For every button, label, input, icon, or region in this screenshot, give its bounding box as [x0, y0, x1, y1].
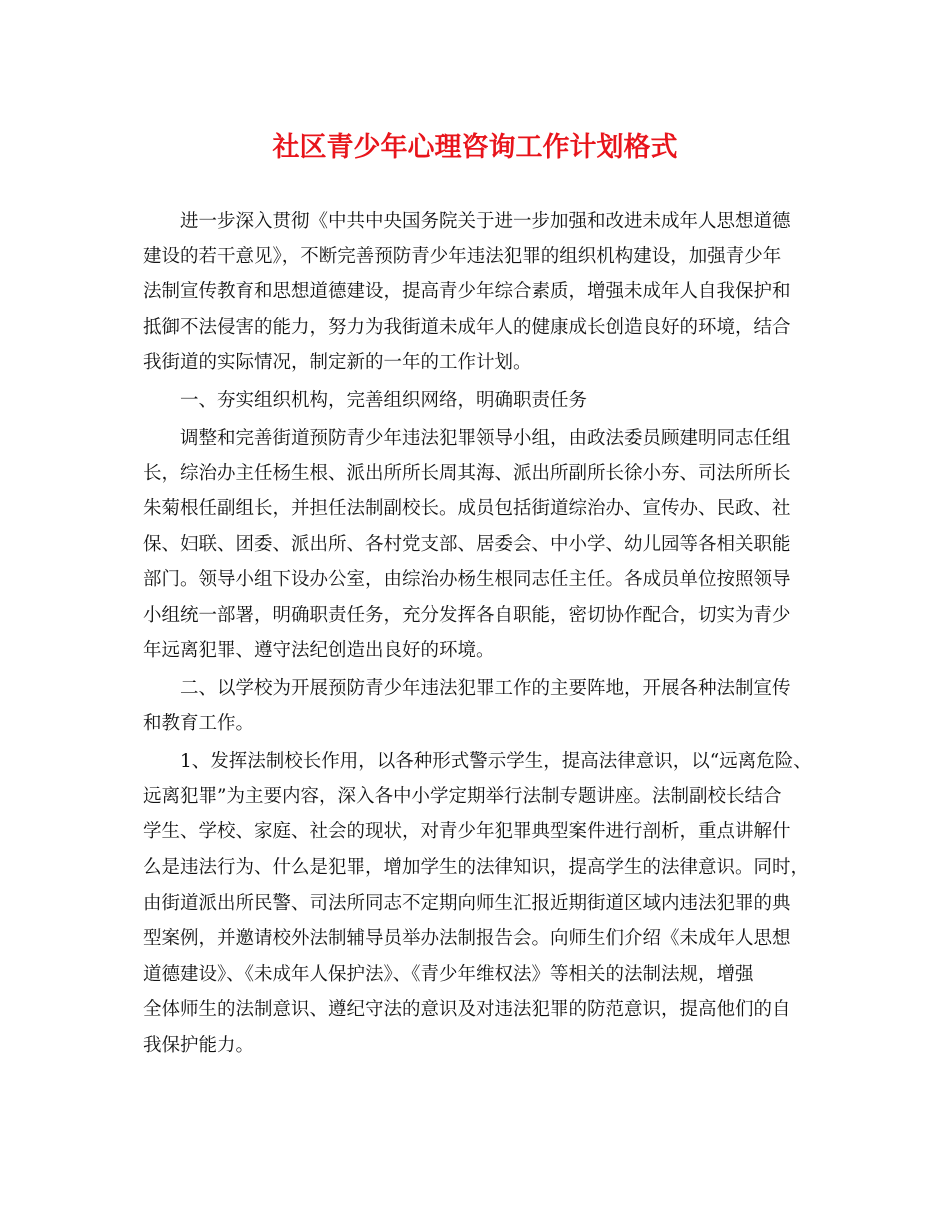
body-line: 长，综治办主任杨生根、派出所所长周其海、派出所副所长徐小夯、司法所所长: [143, 463, 791, 484]
document-title: 社区青少年心理咨询工作计划格式: [272, 132, 678, 163]
section-heading-continued: 和教育工作。: [143, 713, 255, 734]
body-line: 法制宣传教育和思想道德建设，提高青少年综合素质，增强未成年人自我保护和: [143, 281, 791, 302]
section-heading: 一、夯实组织机构，完善组织网络，明确职责任务: [180, 390, 588, 411]
body-line: 建设的若干意见》，不断完善预防青少年违法犯罪的组织机构建设，加强青少年: [143, 246, 782, 267]
body-line: 调整和完善街道预防青少年违法犯罪领导小组，由政法委员顾建明同志任组: [180, 428, 791, 449]
body-line: 年远离犯罪、遵守法纪创造出良好的环境。: [143, 640, 495, 661]
body-line: 保、妇联、团委、派出所、各村党支部、居委会、中小学、幼儿园等各相关职能: [143, 534, 791, 555]
body-line: 由街道派出所民警、司法所同志不定期向师生汇报近期街道区域内违法犯罪的典: [143, 893, 791, 914]
body-line: 道德建设》、《未成年人保护法》、《青少年维权法》等相关的法制法规，增强: [143, 964, 754, 985]
body-line: 我保护能力。: [143, 1035, 255, 1056]
body-line: 全体师生的法制意识、遵纪守法的意识及对违法犯罪的防范意识，提高他们的自: [143, 999, 791, 1020]
body-line: 么是违法行为、什么是犯罪，增加学生的法律知识，提高学生的法律意识。同时，: [143, 857, 810, 878]
body-line: 部门。领导小组下设办公室，由综治办杨生根同志任主任。各成员单位按照领导: [143, 569, 791, 590]
body-line: 远离犯罪”为主要内容，深入各中小学定期举行法制专题讲座。法制副校长结合: [143, 786, 782, 807]
body-line: 型案例，并邀请校外法制辅导员举办法制报告会。向师生们介绍《未成年人思想: [143, 928, 791, 949]
body-line: 小组统一部署，明确职责任务，充分发挥各自职能，密切协作配合，切实为青少: [143, 605, 791, 626]
body-line: 进一步深入贯彻《中共中央国务院关于进一步加强和改进未成年人思想道德: [180, 211, 791, 232]
body-line: 朱菊根任副组长，并担任法制副校长。成员包括街道综治办、宣传办、民政、社: [143, 498, 791, 519]
section-heading: 二、以学校为开展预防青少年违法犯罪工作的主要阵地，开展各种法制宣传: [180, 678, 791, 699]
body-line: 我街道的实际情况，制定新的一年的工作计划。: [143, 352, 532, 373]
body-line: 学生、学校、家庭、社会的现状，对青少年犯罪典型案件进行剖析，重点讲解什: [143, 821, 791, 842]
body-line: 抵御不法侵害的能力，努力为我街道未成年人的健康成长创造良好的环境，结合: [143, 317, 791, 338]
body-line: 1、发挥法制校长作用，以各种形式警示学生，提高法律意识，以“远离危险、: [180, 751, 812, 772]
